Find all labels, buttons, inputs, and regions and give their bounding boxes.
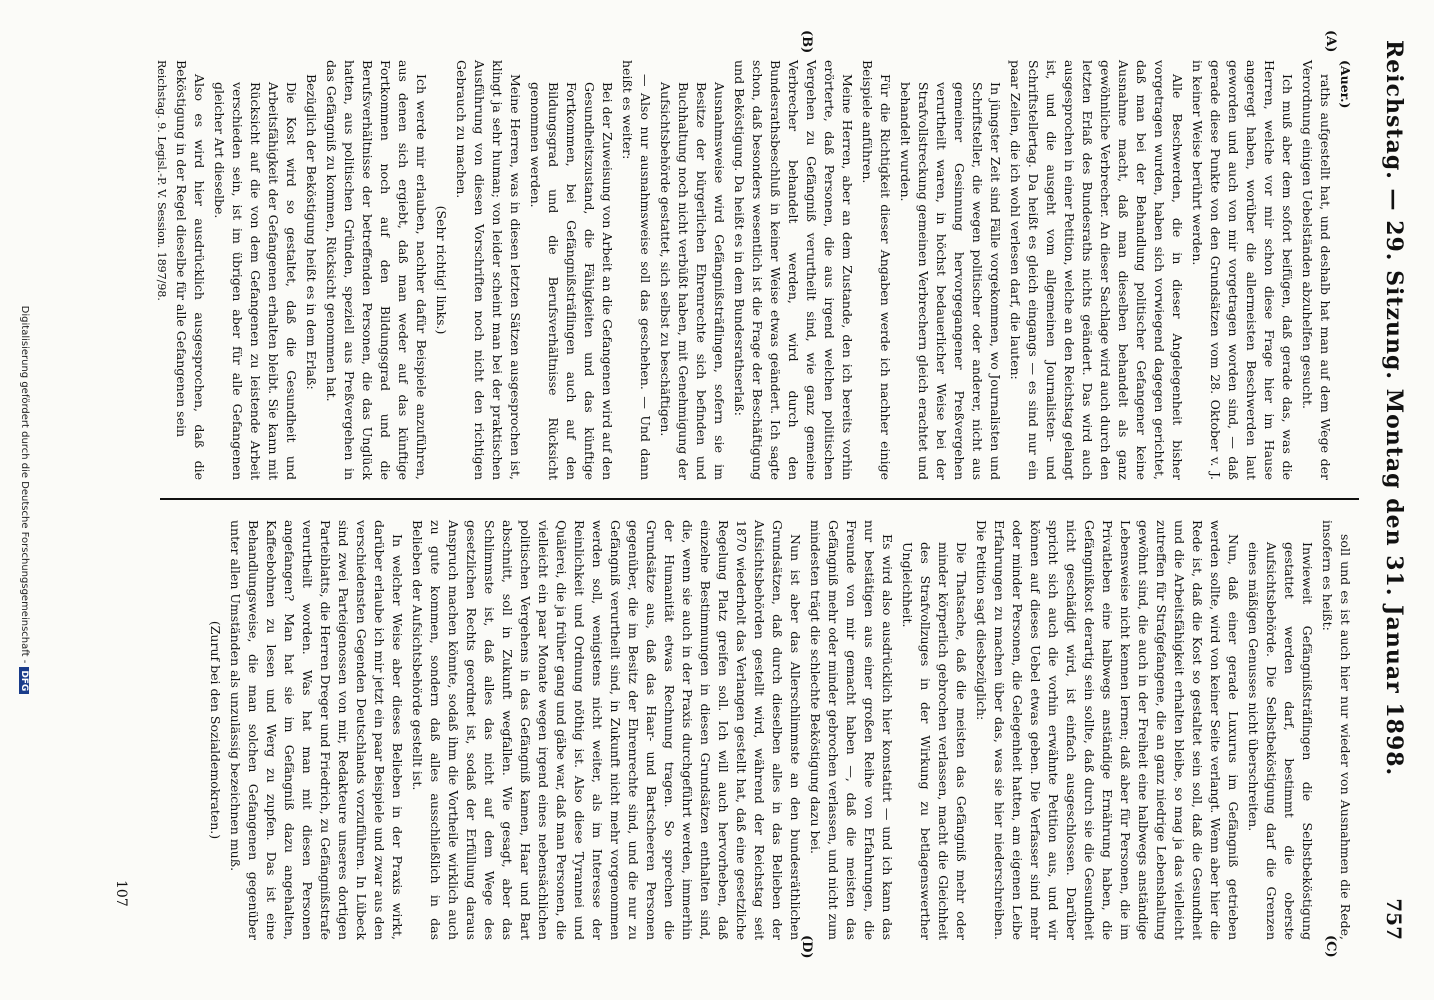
dfg-logo: DFG bbox=[19, 667, 29, 694]
left-column bbox=[150, 60, 1354, 480]
paragraph: Ausnahmsweise wird Gefängnißsträflingen, sofern sie im Besitze der bürgerlichen Ehrenrechte sich befinden und Buchhaltung noch nicht verbüßt haben, mit Genehmigung der Aufsichtsbehörde gestattet, sich selbst zu beschäftigen. bbox=[658, 82, 727, 480]
paragraph: Reichstag. 9. Legisl.-P. V. Session. 1897/98. bbox=[155, 60, 168, 301]
paragraph: (Zuruf bei den Sozialdemokraten.) bbox=[208, 620, 223, 840]
page-header bbox=[1374, 40, 1414, 940]
paragraph: raths aufgestellt hat, und deshalb hat man auf dem Wege der Verordnung einigen Uebelständen abzuhelfen gesucht. bbox=[1300, 60, 1333, 480]
margin-marker-d: (D) bbox=[799, 935, 814, 959]
paragraph: Für die Richtigkeit dieser Angaben werde ich nachher einige Beispiele anführen. bbox=[860, 60, 893, 480]
paragraph: Bei der Zuweisung von Arbeit an die Gefangenen wird auf den Gesundheitszustand, die Fähigkeiten und das künftige Fortkommen, bei Gefängnißsträflingen auch auf den Bildungsgrad und die Berufsverhältnisse Rücksicht genommen werden. bbox=[528, 82, 615, 480]
paragraph: In jüngster Zeit sind Fälle vorgekommen, wo Journalisten und Schriftsteller, die wegen politischer oder anderer, nicht aus gemeiner Gesinnung hervorgegangener Preßvergehen verurtheilt waren, in höchst bedauerlicher Weise bei der Strafvollstreckung gemeinen Verbrechern gleich erachtet und behandelt wurden. bbox=[898, 82, 1003, 480]
margin-marker-b: (B) bbox=[799, 30, 814, 54]
column-divider bbox=[160, 498, 1359, 500]
right-column bbox=[204, 520, 1354, 940]
paragraph: Alle Beschwerden, die in dieser Angelegenheit bisher vorgetragen wurden, haben sich vorwiegend dagegen gerichtet, daß man bei der Behandlung politischer Gefangener keine Ausnahme macht, daß man dieselben behandelt als ganz gewöhnliche Verbrecher. An dieser Sachlage wird auch durch den letzten Erlaß des Bundesraths nichts geändert. Das wird auch ausgesprochen in einer Petition, welche an den Reichstag gelangt ist, und die ausgeht vom allgemeinen Journalisten- und Schriftstellertag. Da heißt es gleich eingangs — es sind nur ein paar Zeilen, die ich wohl verlesen darf, die lauten: bbox=[1008, 60, 1185, 480]
paragraph: Ich werde mir erlauben, nachher dafür Beispiele anzuführen, aus denen sich ergiebt, daß man weder auf das künftige Fortkommen noch auf den Bildungsgrad und die Berufsverhältnisse der betreffenden Personen, die das Unglück hatten, aus politischen Gründen, speziell aus Preßvergehen in das Gefängniß zu kommen, Rücksicht genommen hat. bbox=[324, 60, 429, 480]
paragraph: Die Thatsache, daß die meisten das Gefängniß mehr oder minder körperlich gebrochen verlassen, macht die Gleichheit des Strafvollzuges in der Wirkung zu betlagenswerther Ungleichheit. bbox=[900, 542, 969, 940]
paragraph: (Sehr richtig! links.) bbox=[434, 205, 449, 335]
paragraph: Meine Herren, aber an dem Zustande, den ich bereits vorhin erörterte, daß Personen, die aus irgend welchen politischen Vergehen zu Gefängniß verurtheilt sind, wie ganz gemeine Verbrecher behandelt werden, wird durch den Bundesrathsbeschluß in keiner Weise etwas geändert. Ich sagte schon, daß besonders wesentlich ist die Frage der Beschäftigung und Beköstigung. Da heißt es in dem Bundesrathserlaß: bbox=[732, 60, 855, 480]
paragraph: Also es wird hier ausdrücklich ausgesprochen, daß die Beköstigung in der Regel dieselbe für alle Gefangenen sein bbox=[174, 60, 207, 480]
margin-marker-c: (C) bbox=[1323, 935, 1338, 958]
paragraph: Nun, daß einer gerade Luxurus im Gefängniß getrieben werden sollte, wird von keiner Seite verlangt. Wenn aber hier die Rede ist, daß die Kost so gestaltet sein soll, daß die Gesundheit und die Arbeitsfähigkeit erhalten bleibe, so mag ja das vielleicht zutreffen für Strafgefangene, die an ganz niedrige Lebenshaltung gewöhnt sind, die auch in der Freiheit eine halbwegs anständige Lebensweise nicht kennen lernen; daß aber für Personen, die im Privatleben eine halbwegs anständige Ernährung haben, die Gefängnißkost derartig sein sollte, daß durch sie die Gesundheit nicht geschädigt wird, ist einfach ausgeschlossen. Darüber spricht sich auch die vorhin erwähnte Petition aus, und wir können auf dieses Uebel etwas geben. Die Verfasser sind mehr oder minder Personen, die Gelegenheit hatten, am eigenen Leibe Erfahrungen zu machen über das, was sie hier niederschreiben. Die Petition sagt diesbezüglich: bbox=[974, 520, 1241, 940]
digitization-note bbox=[19, 0, 30, 1000]
digitization-note-text: Digitalisierung gefördert durch die Deutsche Forschungsgemeinschaft - bbox=[19, 305, 30, 664]
header-page-number: 757 bbox=[1382, 898, 1406, 940]
paragraph: Inwieweit Gefängnißsträflingen die Selbstbeköstigung gestattet werden darf, bestimmt die oberste Aufsichtsbehörde. Die Selbstbeköstigung darf die Grenzen eines mäßigen Genusses nicht überschreiten. bbox=[1246, 542, 1315, 940]
paragraph: Es wird also ausdrücklich hier konstatirt — und ich kann das nur bestätigen aus einer großen Reihe von Erfahrungen, die Freunde von mir gemacht haben —, daß die meisten das Gefängniß mehr oder minder gebrochen verlassen, und nicht zum mindesten trägt die schlechte Beköstigung dazu bei. bbox=[808, 520, 895, 940]
paragraph: In welcher Weise aber dieses Belieben in der Praxis wirkt, darüber erlaube ich mir jetzt ein paar Beispiele und zwar aus den verschiedensten Gegenden Deutschlands vorzuführen. In Lübeck sind zwei Parteigenossen von mir, Redakteure unseres dortigen Parteiblatts, die Herren Dreger und Friedrich, zu Gefängnißstrafe verurtheilt worden. Was hat man mit diesen Personen angefangen? Man hat sie im Gefängniß dazu angehalten, Kaffeebohnen zu lesen und Werg zu zupfen. Das ist eine Behandlungsweise, die man solchen Gefangenen gegenüber unter allen Umständen als unzulässig bezeichnen muß. bbox=[228, 520, 405, 940]
paragraph: — Also nur ausnahmsweise soll das geschehen. — Und dann heißt es weiter: bbox=[620, 60, 653, 480]
margin-marker-a: (A) bbox=[1323, 30, 1338, 53]
paragraph: soll und es ist auch hier nur wieder von Ausnahmen die Rede, insofern es heißt: bbox=[1320, 520, 1353, 940]
paragraph: Nun ist aber das Allerschlimmste an den bundesräthlichen Grundsätzen, daß durch dieselben alles in das Belieben der Aufsichtsbehörden gestellt wird, während der Reichstag seit 1870 wiederholt das Verlangen gestellt hat, daß eine gesetzliche Regelung Platz greifen soll. Ich will auch hervorheben, daß einzelne Bestimmungen in diesen Grundsätzen enthalten sind, die, wenn sie auch in der Praxis durchgeführt werden, immerhin der Humanität etwas Rechnung tragen. So sprechen die Grundsätze aus, daß das Haar- und Bartscheeren Personen gegenüber, die im Besitz der Ehrenrechte sind, und die nur zu Gefängniß verurtheilt sind, in Zukunft nicht mehr vorgenommen werden soll, wenigstens nicht weiter, als im Interesse der Reinlichkeit und Ordnung nöthig ist. Also diese Tyrannei und Quälerei, die ja früher gang und gäbe war, daß man Personen, die vielleicht ein paar Monate wegen irgend eines nebensächlichen politischen Vergehens in das Gefängniß kamen, Haar und Bart abschnitt, soll in Zukunft wegfallen. Wie gesagt, aber das Schlimmste ist, daß alles das nicht auf dem Wege des gesetzlichen Rechts geordnet ist, sodaß der Erfüllung daraus Anspruch machen könnte, sodaß ihm die Vortheile wirklich auch zu gute kommen, sondern daß alles ausschließlich in das Belieben der Aufsichtsbehörde gestellt ist. bbox=[410, 520, 803, 940]
paragraph: Meine Herren, was in diesen letzten Sätzen ausgesprochen ist, klingt ja sehr human; von leider scheint man bei der praktischen Ausführung von diesen Vorschriften noch nicht den richtigen Gebrauch zu machen. bbox=[454, 60, 523, 480]
paragraph: Bezüglich der Beköstigung heißt es in dem Erlaß: bbox=[304, 74, 319, 390]
header-title: Reichstag. — 29. Sitzung. Montag den 31. Januar 1898. bbox=[1381, 40, 1407, 777]
paragraph: (Auer.) bbox=[1338, 60, 1353, 109]
paragraph: Ich muß aber dem sofort beifügen, daß gerade das, was die Herren, welche vor mir schon diese Frage hier im Hause angeregt haben, worüber die allermeisten Beschwerden laut geworden und auch von mir vorgetragen worden sind, — daß gerade diese Punkte von den Grundsätzen vom 28. Oktober v. J. in keiner Weise berührt werden. bbox=[1190, 60, 1295, 480]
footer-page-number: 107 bbox=[113, 880, 129, 907]
paragraph: Die Kost wird so gestaltet, daß die Gesundheit und Arbeitsfähigkeit der Gefangenen erhalten bleibt. Sie kann mit Rücksicht auf die von dem Gefangenen zu leistende Arbeit verschieden sein, ist im übrigen aber für alle Gefangenen gleicher Art dieselbe. bbox=[212, 82, 299, 480]
